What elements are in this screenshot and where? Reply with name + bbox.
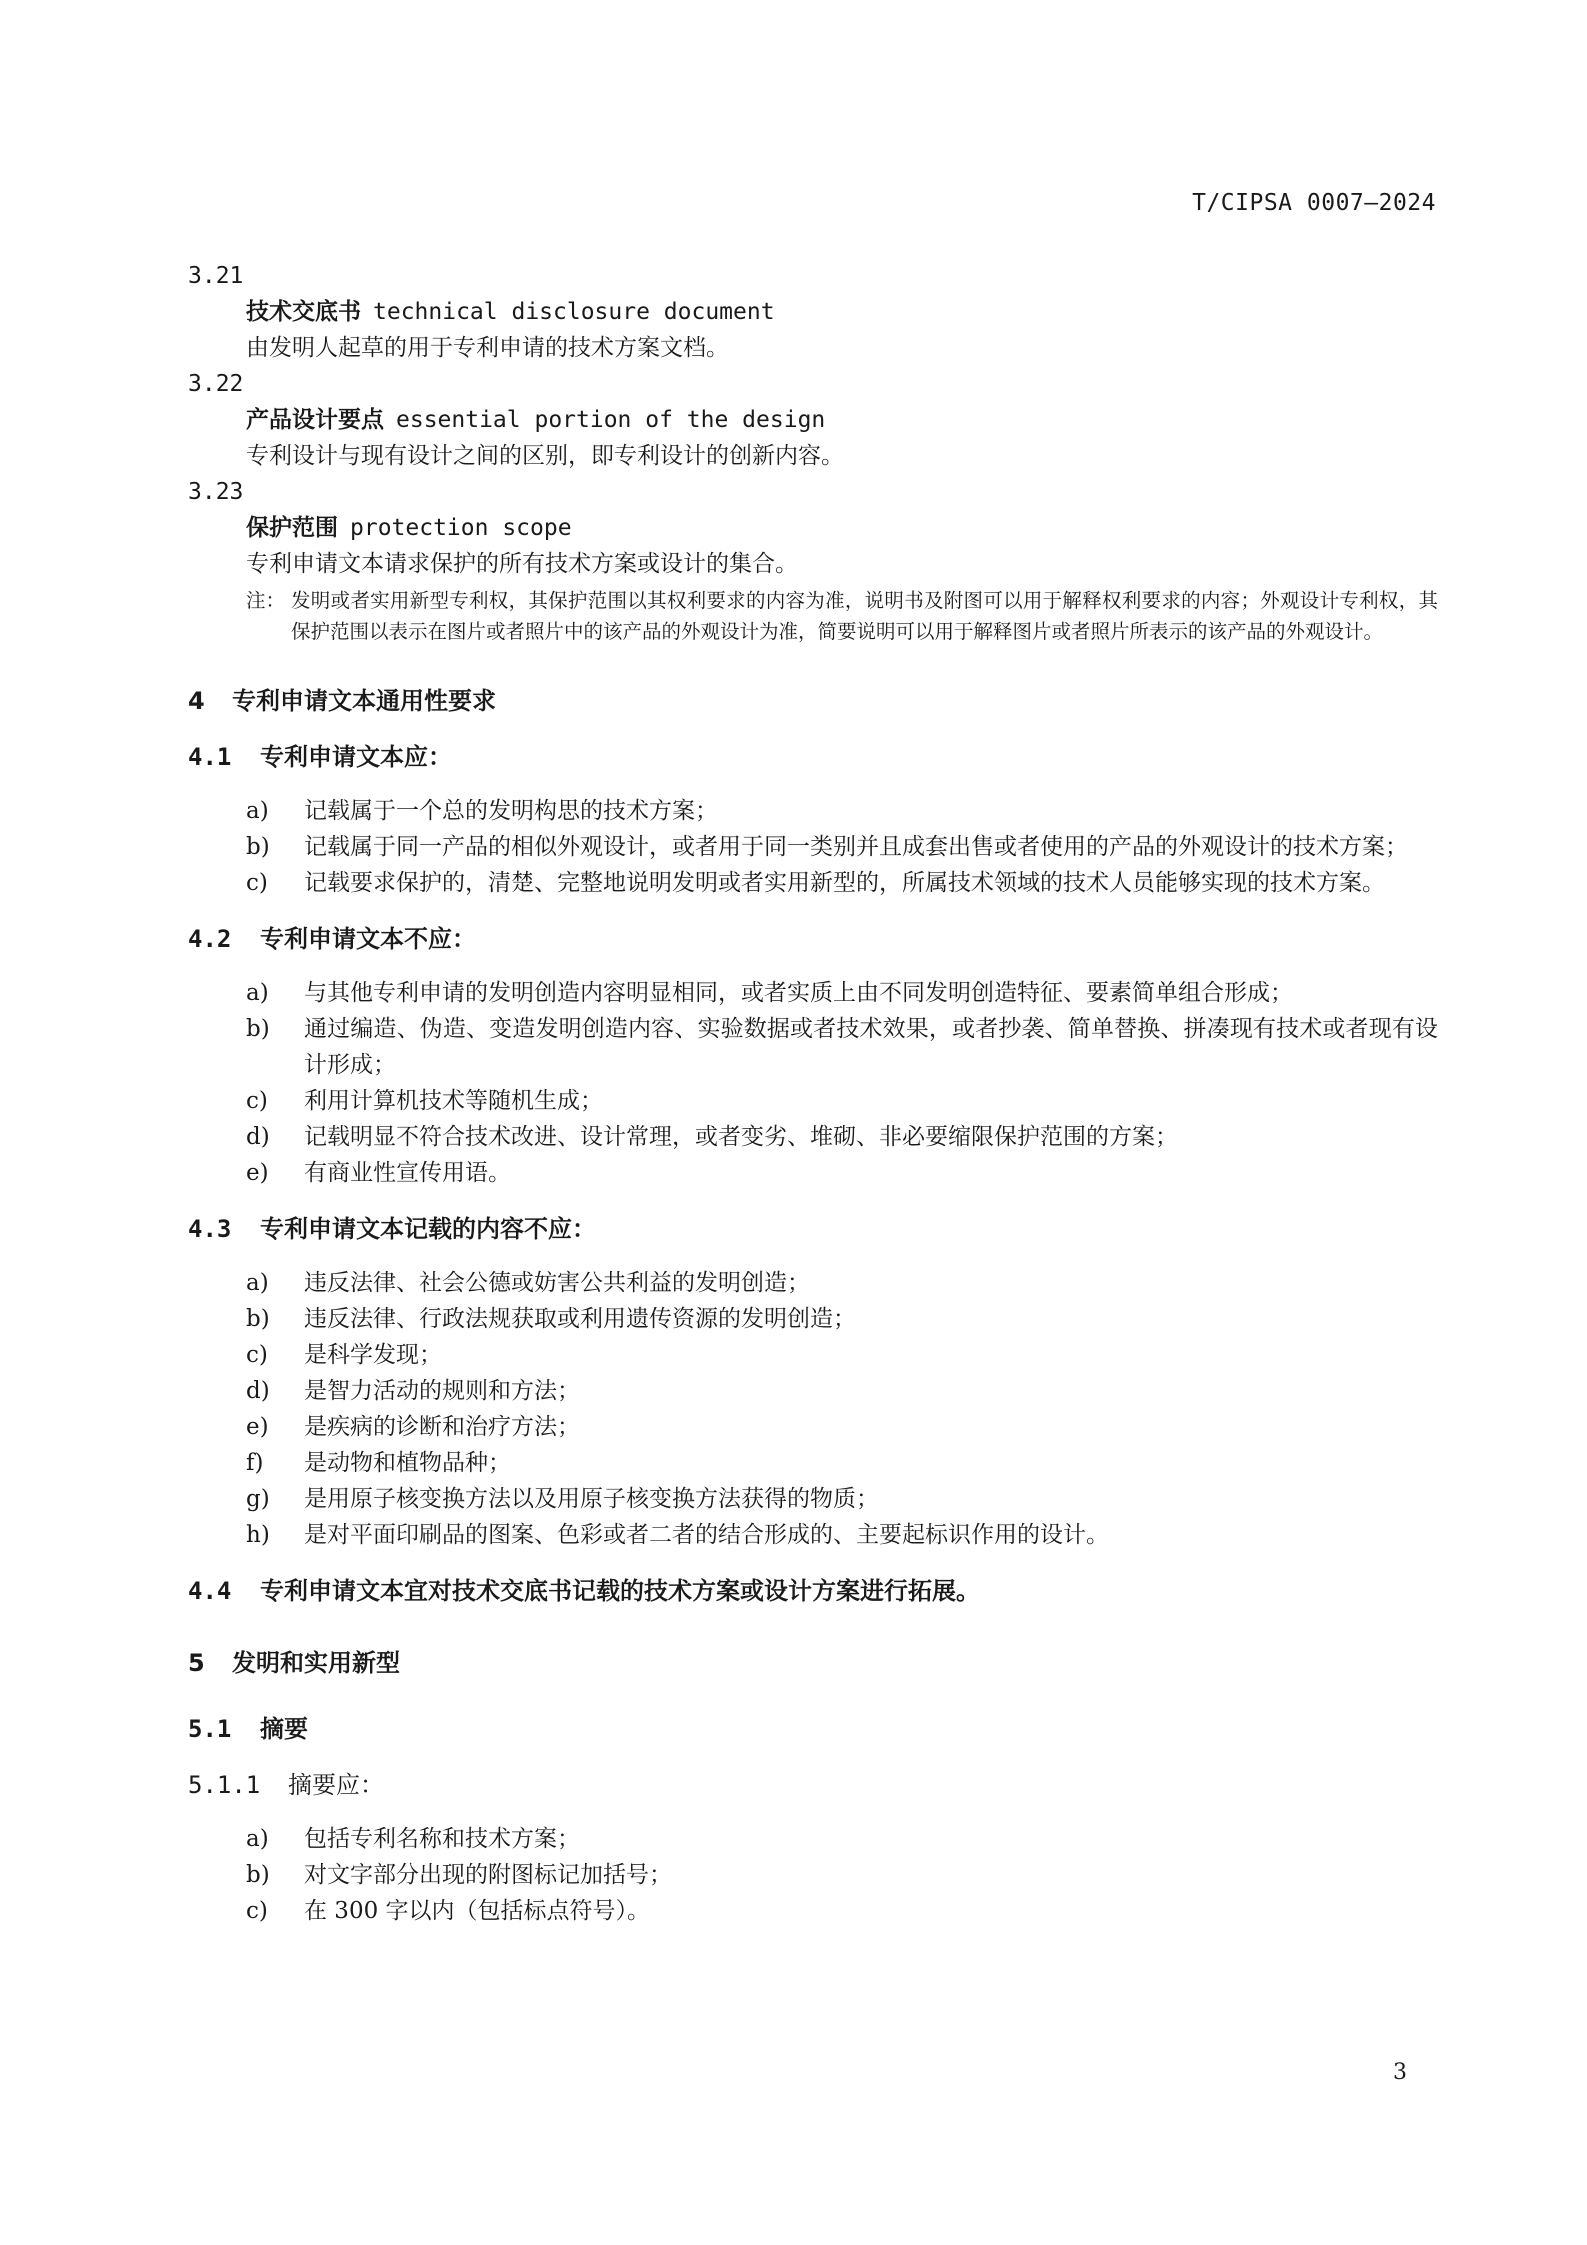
term-definition: 由发明人起草的用于专利申请的技术方案文档。 — [246, 335, 729, 361]
list-text: 是疾病的诊断和治疗方法； — [304, 1414, 580, 1440]
list-marker: b) — [246, 1016, 270, 1042]
list-item — [188, 1119, 1438, 1155]
list-item — [188, 1011, 1438, 1083]
term-zh: 产品设计要点 — [246, 407, 384, 433]
list-text: 记载要求保护的，清楚、完整地说明发明或者实用新型的，所属技术领域的技术人员能够实现的技术方案。 — [304, 870, 1385, 896]
list-marker: e) — [246, 1160, 269, 1186]
clause-title: 专利申请文本不应： — [260, 925, 476, 953]
section-number: 4 — [188, 687, 205, 715]
list-marker: a) — [246, 980, 269, 1006]
list-text: 包括专利名称和技术方案； — [304, 1826, 580, 1852]
list-item — [188, 1481, 1438, 1517]
page-number: 3 — [1393, 2060, 1407, 2085]
list — [188, 975, 1438, 1191]
page-content — [188, 258, 1438, 1929]
clause-number: 4.3 — [188, 1215, 232, 1243]
clause-title: 摘要应： — [288, 1771, 384, 1799]
list-marker: b) — [246, 834, 270, 860]
term-note — [188, 585, 1438, 647]
list-marker: g) — [246, 1486, 270, 1512]
list-text: 利用计算机技术等随机生成； — [304, 1088, 603, 1114]
term-number: 3.23 — [188, 479, 244, 505]
clause-number: 4.1 — [188, 743, 232, 771]
term-en: essential portion of the design — [396, 407, 826, 433]
term-en: protection scope — [350, 515, 572, 541]
list-text: 违反法律、行政法规获取或利用遗传资源的发明创造； — [304, 1306, 856, 1332]
list — [188, 793, 1438, 901]
list-item — [188, 1857, 1438, 1893]
term-entry — [188, 510, 1438, 546]
clause-heading — [188, 1711, 1438, 1747]
subclause-heading — [188, 1767, 1438, 1803]
list-text: 与其他专利申请的发明创造内容明显相同，或者实质上由不同发明创造特征、要素简单组合形成； — [304, 980, 1293, 1006]
list-text: 通过编造、伪造、变造发明创造内容、实验数据或者技术效果，或者抄袭、简单替换、拼凑现有技术或者现有设计形成； — [304, 1016, 1438, 1078]
term-zh: 技术交底书 — [246, 299, 361, 325]
clause-number: 4.4 — [188, 1577, 232, 1605]
note-label: 注： — [246, 589, 286, 612]
list-item — [188, 1517, 1438, 1553]
list-text: 是对平面印刷品的图案、色彩或者二者的结合形成的、主要起标识作用的设计。 — [304, 1522, 1109, 1548]
list-text: 违反法律、社会公德或妨害公共利益的发明创造； — [304, 1270, 810, 1296]
list — [188, 1821, 1438, 1929]
list-marker: a) — [246, 1826, 269, 1852]
clause-title: 专利申请文本宜对技术交底书记载的技术方案或设计方案进行拓展。 — [260, 1577, 980, 1605]
document-id: T/CIPSA 0007—2024 — [1192, 190, 1436, 216]
list-marker: h) — [246, 1522, 270, 1548]
clause-title: 专利申请文本应： — [260, 743, 452, 771]
list-item — [188, 1893, 1438, 1929]
note-text: 发明或者实用新型专利权，其保护范围以其权利要求的内容为准，说明书及附图可以用于解释权利要求的内容；外观设计专利权，其保护范围以表示在图片或者照片中的该产品的外观设计为准，简要说明可以用于解释图片或者照片所表示的该产品的外观设计。 — [291, 589, 1438, 643]
section-title: 发明和实用新型 — [232, 1649, 400, 1677]
term-number: 3.21 — [188, 263, 244, 289]
list-text: 对文字部分出现的附图标记加括号； — [304, 1862, 672, 1888]
list-item — [188, 1409, 1438, 1445]
list-marker: c) — [246, 1088, 268, 1114]
list-marker: b) — [246, 1862, 270, 1888]
list-text: 是科学发现； — [304, 1342, 442, 1368]
list-item — [188, 1301, 1438, 1337]
list-marker: d) — [246, 1378, 270, 1404]
clause-title: 专利申请文本记载的内容不应： — [260, 1215, 596, 1243]
list-item — [188, 865, 1438, 901]
list-marker: b) — [246, 1306, 270, 1332]
section-heading — [188, 683, 1438, 719]
list-item — [188, 1445, 1438, 1481]
section-heading — [188, 1645, 1438, 1681]
list-marker: c) — [246, 1898, 268, 1924]
list-marker: a) — [246, 798, 269, 824]
clause-heading — [188, 921, 1438, 957]
list-text: 是智力活动的规则和方法； — [304, 1378, 580, 1404]
clause-heading — [188, 1573, 1438, 1609]
list-item — [188, 1155, 1438, 1191]
list-item — [188, 829, 1438, 865]
term-zh: 保护范围 — [246, 515, 338, 541]
list-marker: f) — [246, 1450, 264, 1476]
list-text: 记载属于同一产品的相似外观设计，或者用于同一类别并且成套出售或者使用的产品的外观设计的技术方案； — [304, 834, 1408, 860]
clause-heading — [188, 1211, 1438, 1247]
list-text: 记载明显不符合技术改进、设计常理，或者变劣、堆砌、非必要缩限保护范围的方案； — [304, 1124, 1178, 1150]
list-marker: d) — [246, 1124, 270, 1150]
clause-number: 5.1.1 — [188, 1771, 261, 1799]
term-entry — [188, 402, 1438, 438]
list-item — [188, 975, 1438, 1011]
list-text: 在 300 字以内（包括标点符号）。 — [304, 1898, 651, 1924]
list-item — [188, 1373, 1438, 1409]
list-item — [188, 1083, 1438, 1119]
list-item — [188, 1265, 1438, 1301]
term-en: technical disclosure document — [373, 299, 775, 325]
list-marker: a) — [246, 1270, 269, 1296]
list-text: 有商业性宣传用语。 — [304, 1160, 511, 1186]
list-marker: c) — [246, 1342, 268, 1368]
clause-number: 5.1 — [188, 1715, 232, 1743]
list — [188, 1265, 1438, 1553]
list-text: 是用原子核变换方法以及用原子核变换方法获得的物质； — [304, 1486, 879, 1512]
section-title: 专利申请文本通用性要求 — [232, 687, 496, 715]
list-item — [188, 1337, 1438, 1373]
term-number: 3.22 — [188, 371, 244, 397]
term-definition: 专利设计与现有设计之间的区别，即专利设计的创新内容。 — [246, 443, 844, 469]
list-item — [188, 793, 1438, 829]
list-item — [188, 1821, 1438, 1857]
term-entry — [188, 294, 1438, 330]
list-marker: e) — [246, 1414, 269, 1440]
list-marker: c) — [246, 870, 268, 896]
clause-number: 4.2 — [188, 925, 232, 953]
term-definition: 专利申请文本请求保护的所有技术方案或设计的集合。 — [246, 551, 798, 577]
clause-title: 摘要 — [260, 1715, 308, 1743]
section-number: 5 — [188, 1649, 205, 1677]
clause-heading — [188, 739, 1438, 775]
list-text: 记载属于一个总的发明构思的技术方案； — [304, 798, 718, 824]
list-text: 是动物和植物品种； — [304, 1450, 511, 1476]
